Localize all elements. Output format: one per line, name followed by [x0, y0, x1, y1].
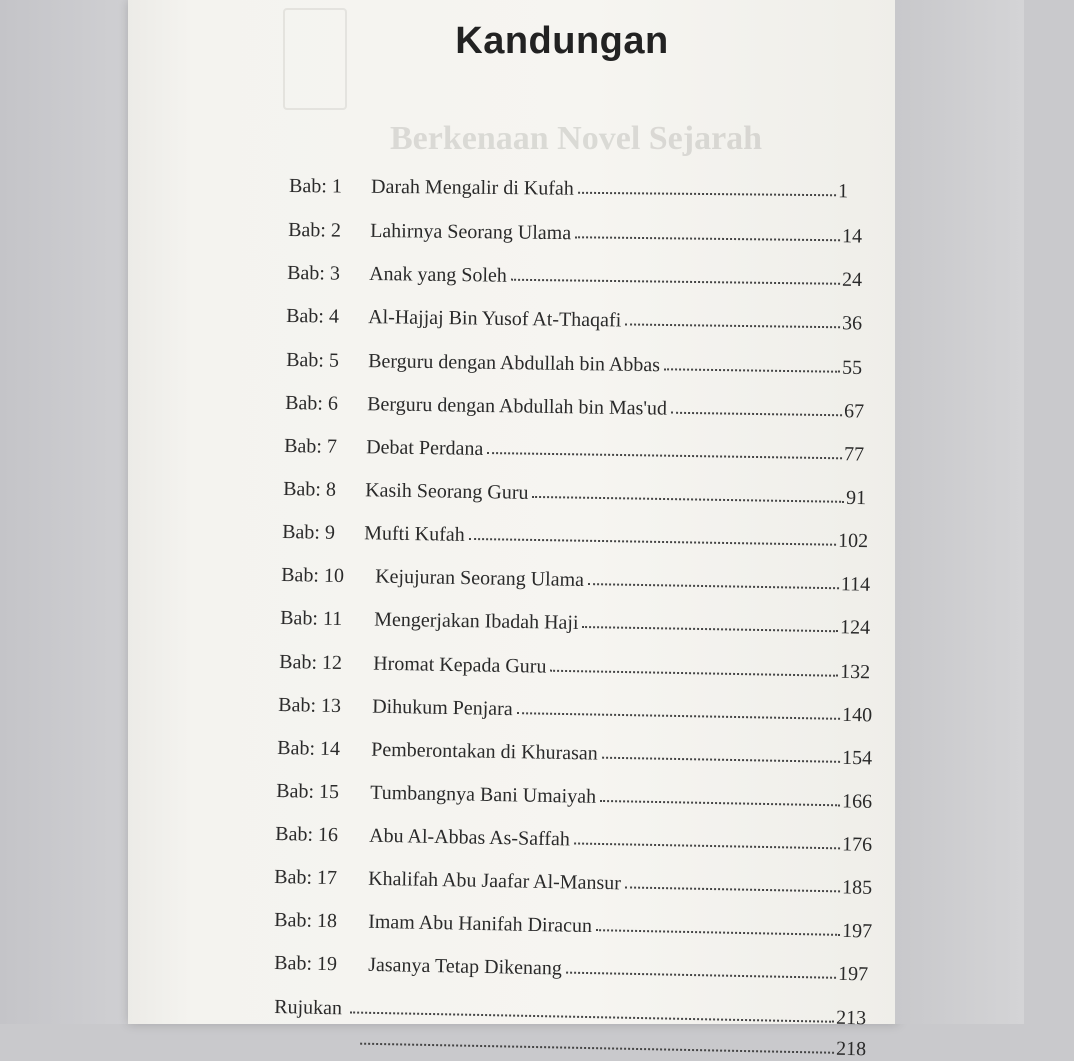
toc-entry [279, 640, 871, 684]
toc-page-number: 218 [834, 1038, 866, 1061]
toc-chapter-number: Bab: 18 [274, 909, 368, 934]
toc-chapter-title: Berguru dengan Abdullah bin Abbas [368, 350, 664, 377]
toc-chapter-title: Mufti Kufah [364, 522, 469, 547]
toc-page-number: 1 [836, 180, 848, 203]
page-title: Kandungan [50, 20, 1074, 63]
toc-dot-leader [550, 670, 838, 677]
toc-dot-leader [625, 323, 840, 328]
toc-chapter-number: Bab: 13 [278, 694, 372, 719]
toc-chapter-number: Bab: 5 [286, 349, 368, 373]
toc-chapter-number: Bab: 19 [274, 952, 368, 977]
toc-chapter-title: Pemberontakan di Khurasan [371, 739, 602, 766]
toc-chapter-number: Bab: 4 [286, 305, 368, 329]
toc-page-number: 154 [840, 747, 872, 771]
toc-entry [284, 424, 864, 467]
toc-entry [280, 596, 870, 640]
toc-dot-leader [600, 800, 840, 806]
toc-page-number: 36 [840, 312, 862, 335]
toc-chapter-number: Bab: 15 [276, 780, 370, 805]
toc-page-number: 213 [834, 1007, 866, 1031]
toc-dot-leader [511, 279, 840, 285]
toc-chapter-title: Jasanya Tetap Dikenang [368, 954, 566, 981]
toc-chapter-title: Al-Hajjaj Bin Yusof At-Thaqafi [368, 306, 625, 332]
toc-chapter-title: Tumbangnya Bani Umaiyah [370, 782, 600, 809]
toc-chapter-title: Khalifah Abu Jaafar Al-Mansur [368, 868, 625, 896]
toc-entry [289, 164, 848, 203]
toc-entry [274, 941, 869, 986]
toc-entry [277, 726, 873, 770]
toc-page-number: 166 [840, 790, 872, 814]
toc-chapter-title: Berguru dengan Abdullah bin Mas'ud [367, 393, 671, 421]
toc-chapter-number: Bab: 11 [280, 607, 374, 632]
toc-dot-leader [469, 538, 836, 546]
toc-chapter-title: Imam Abu Hanifah Diracun [368, 911, 596, 938]
toc-dot-leader [517, 712, 840, 720]
toc-entry [288, 208, 862, 249]
toc-chapter-number: Bab: 9 [282, 521, 364, 545]
toc-entry [275, 812, 873, 857]
toc-dot-leader [487, 452, 842, 459]
toc-chapter-number: Bab: 10 [281, 564, 375, 589]
toc-dot-leader [625, 886, 840, 892]
toc-dot-leader [664, 368, 840, 372]
toc-entry [274, 898, 873, 943]
toc-entry [274, 855, 873, 900]
toc-page-number: 185 [840, 876, 872, 900]
toc-chapter-number: Bab: 17 [274, 866, 368, 891]
toc-page-number: 67 [842, 400, 864, 423]
toc-page-number: 24 [840, 269, 862, 292]
toc-chapter-number [274, 1050, 356, 1052]
toc-page-number: 14 [840, 225, 862, 248]
toc-chapter-number: Bab: 16 [275, 823, 369, 848]
toc-chapter-number: Bab: 6 [285, 392, 367, 416]
toc-entry [286, 294, 862, 336]
toc-chapter-title: Lahirnya Seorang Ulama [370, 220, 575, 245]
toc-chapter-number: Bab: 14 [277, 737, 371, 762]
toc-chapter-number: Bab: 12 [279, 651, 373, 676]
toc-chapter-number: Bab: 3 [287, 262, 369, 286]
toc-entry [287, 251, 862, 292]
toc-page-number: 124 [838, 616, 870, 640]
toc-chapter-number: Rujukan [274, 996, 346, 1020]
toc-page-number: 140 [840, 704, 872, 728]
toc-page-number: 197 [840, 920, 872, 944]
toc-dot-leader [360, 1043, 834, 1054]
toc-chapter-title: Dihukum Penjara [372, 696, 517, 722]
toc-chapter-title: Abu Al-Abbas As-Saffah [369, 825, 574, 852]
toc-page-number: 176 [840, 833, 872, 857]
toc-chapter-title: Hromat Kepada Guru [373, 653, 551, 679]
toc-page-number: 114 [839, 573, 871, 597]
toc-entry [282, 510, 868, 553]
toc-chapter-number: Bab: 2 [288, 219, 370, 243]
toc-entry [286, 338, 862, 380]
toc-chapter-number: Bab: 1 [289, 175, 371, 199]
toc-page-number: 91 [844, 487, 866, 510]
toc-dot-leader [588, 583, 839, 589]
toc-chapter-title: Kasih Seorang Guru [365, 479, 533, 505]
toc-chapter-title: Mengerjakan Ibadah Haji [374, 609, 583, 635]
toc-dot-leader [602, 757, 840, 763]
toc-chapter-title: Anak yang Soleh [369, 263, 511, 288]
toc-chapter-title: Darah Mengalir di Kufah [371, 176, 578, 201]
toc-dot-leader [582, 626, 838, 632]
toc-page-number: 197 [836, 963, 868, 987]
toc-dot-leader [575, 236, 840, 241]
toc-chapter-title: Debat Perdana [366, 436, 487, 461]
toc-entry [281, 553, 870, 597]
toc-dot-leader [566, 972, 836, 979]
toc-dot-leader [574, 842, 840, 849]
toc-page-number: 132 [838, 661, 870, 685]
toc-chapter-title: Kejujuran Seorang Ulama [375, 566, 588, 593]
toc-chapter-number: Bab: 7 [284, 435, 366, 459]
toc-entry [276, 769, 873, 814]
toc-dot-leader [671, 412, 842, 417]
toc-page-number: 55 [840, 357, 862, 380]
toc-page-number: 77 [842, 443, 864, 466]
toc-entry [283, 467, 866, 510]
bleed-through-heading: Berkenaan Novel Sejarah [390, 120, 762, 158]
toc-chapter-number: Bab: 8 [283, 478, 365, 502]
toc-dot-leader [596, 929, 840, 936]
toc-dot-leader [532, 496, 844, 503]
toc-page-number: 102 [836, 530, 868, 553]
toc-entry [278, 683, 873, 727]
toc-entry [285, 381, 864, 424]
toc-dot-leader [578, 192, 836, 196]
